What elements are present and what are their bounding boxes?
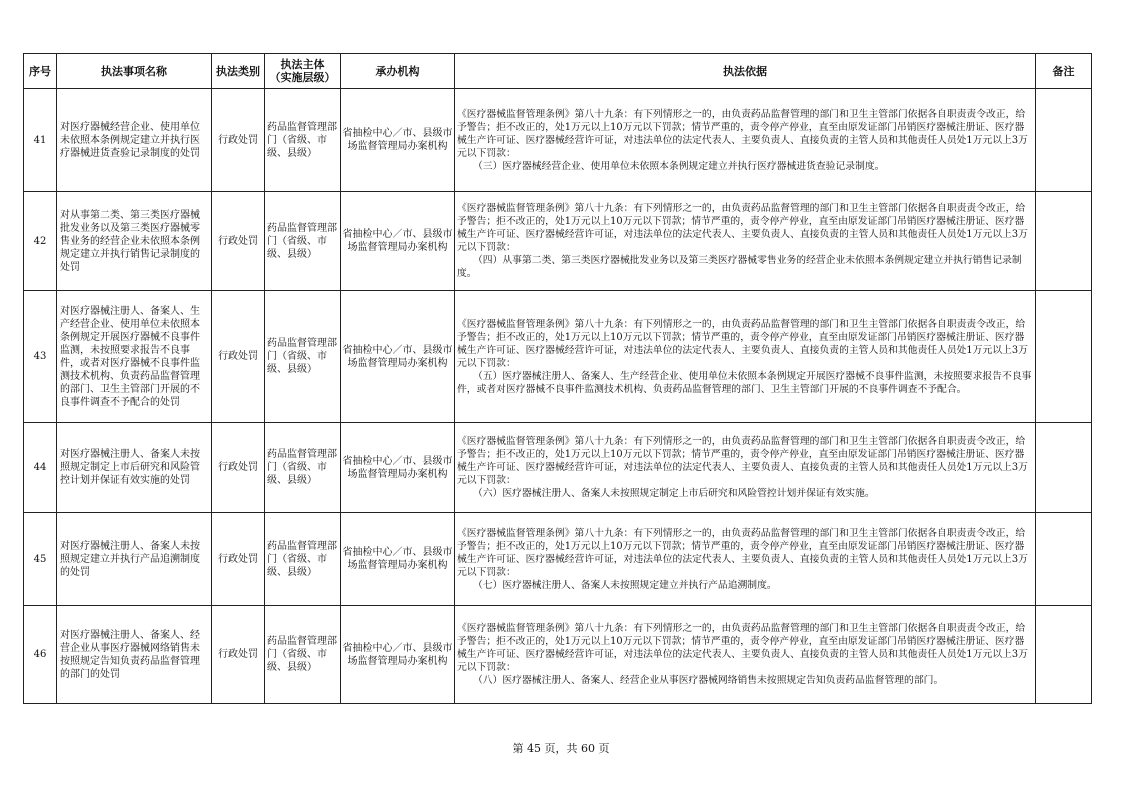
row-basis bbox=[455, 423, 1036, 513]
basis-text: 《医疗器械监督管理条例》第八十九条：有下列情形之一的，由负责药品监督管理的部门和卫生主管部门依据各自职责责令改正，给予警告；拒不改正的，处1万元以上10万元以下罚款；情节严重的，责令停产停业，直至由原发证部门吊销医疗器械注册证、医疗器械生产许可证、医疗器械经营许可证，对违法单位的法定代表人、主要负责人、直接负责的主管人员和其他责任人员处1万元以上3万元以下罚款： bbox=[457, 318, 1028, 369]
row-org: 省抽检中心／市、县级市场监督管理局办案机构 bbox=[341, 423, 455, 513]
row-no: 46 bbox=[24, 606, 57, 704]
enforcement-table bbox=[23, 53, 1092, 704]
basis-text: 《医疗器械监督管理条例》第八十九条：有下列情形之一的，由负责药品监督管理的部门和卫生主管部门依据各自职责责令改正，给予警告；拒不改正的，处1万元以上10万元以下罚款；情节严重的，责令停产停业，直至由原发证部门吊销医疗器械注册证、医疗器械生产许可证、医疗器械经营许可证，对违法单位的法定代表人、主要负责人、直接负责的主管人员和其他责任人员处1万元以上3万元以下罚款： bbox=[457, 108, 1028, 159]
row-org: 省抽检中心／市、县级市场监督管理局办案机构 bbox=[341, 291, 455, 423]
table-row bbox=[24, 423, 1092, 513]
row-note bbox=[1036, 423, 1092, 513]
row-type: 行政处罚 bbox=[212, 513, 265, 606]
row-org: 省抽检中心／市、县级市场监督管理局办案机构 bbox=[341, 606, 455, 704]
row-no: 45 bbox=[24, 513, 57, 606]
row-subject: 药品监督管理部门（省级、市级、县级） bbox=[265, 89, 341, 192]
row-type: 行政处罚 bbox=[212, 89, 265, 192]
row-type: 行政处罚 bbox=[212, 606, 265, 704]
basis-clause: （五）医疗器械注册人、备案人、生产经营企业、使用单位未依照本条例规定开展医疗器械不良事件监测，未按照要求报告不良事件，或者对医疗器械不良事件监测技术机构、负责药品监督管理的部门、卫生主管部门开展的不良事件调查不予配合。 bbox=[457, 370, 1032, 395]
header-type: 执法类别 bbox=[212, 54, 265, 89]
row-subject: 药品监督管理部门（省级、市级、县级） bbox=[265, 192, 341, 291]
header-subject bbox=[265, 54, 341, 89]
basis-clause: （八）医疗器械注册人、备案人、经营企业从事医疗器械网络销售未按照规定告知负责药品监督管理的部门。 bbox=[473, 675, 944, 686]
row-name: 对医疗器械注册人、备案人未按照规定建立并执行产品追溯制度的处罚 bbox=[57, 513, 212, 606]
header-subject-line1: 执法主体 bbox=[280, 58, 325, 71]
row-basis bbox=[455, 89, 1036, 192]
page-footer: 第 45 页，共 60 页 bbox=[512, 742, 610, 755]
row-no: 41 bbox=[24, 89, 57, 192]
row-subject: 药品监督管理部门（省级、市级、县级） bbox=[265, 606, 341, 704]
row-subject: 药品监督管理部门（省级、市级、县级） bbox=[265, 423, 341, 513]
row-basis bbox=[455, 192, 1036, 291]
table-row bbox=[24, 291, 1092, 423]
table-row bbox=[24, 513, 1092, 606]
row-type: 行政处罚 bbox=[212, 192, 265, 291]
basis-clause: （四）从事第二类、第三类医疗器械批发业务以及第三类医疗器械零售业务的经营企业未依照本条例规定建立并执行销售记录制度。 bbox=[457, 255, 1022, 279]
row-basis bbox=[455, 291, 1036, 423]
basis-clause: （三）医疗器械经营企业、使用单位未依照本条例规定建立并执行医疗器械进货查验记录制度。 bbox=[473, 160, 885, 172]
row-basis bbox=[455, 606, 1036, 704]
row-org: 省抽检中心／市、县级市场监督管理局办案机构 bbox=[341, 513, 455, 606]
table-row bbox=[24, 606, 1092, 704]
row-name: 对医疗器械注册人、备案人未按照规定制定上市后研究和风险管控计划并保证有效实施的处罚 bbox=[57, 423, 212, 513]
row-no: 43 bbox=[24, 291, 57, 423]
row-type: 行政处罚 bbox=[212, 423, 265, 513]
header-row bbox=[24, 54, 1092, 89]
table-row bbox=[24, 192, 1092, 291]
row-no: 44 bbox=[24, 423, 57, 513]
row-name: 对从事第二类、第三类医疗器械批发业务以及第三类医疗器械零售业务的经营企业未依照本条例规定建立并执行销售记录制度的处罚 bbox=[57, 192, 212, 291]
row-type: 行政处罚 bbox=[212, 291, 265, 423]
basis-clause: （六）医疗器械注册人、备案人未按照规定制定上市后研究和风险管控计划并保证有效实施。 bbox=[473, 488, 875, 499]
row-org: 省抽检中心／市、县级市场监督管理局办案机构 bbox=[341, 89, 455, 192]
table-row bbox=[24, 89, 1092, 192]
row-name: 对医疗器械注册人、备案人、生产经营企业、使用单位未依照本条例规定开展医疗器械不良事件监测，未按照要求报告不良事件，或者对医疗器械不良事件监测技术机构、负责药品监督管理的部门、卫生主管部门开展的不良事件调查不予配合的处罚 bbox=[57, 291, 212, 423]
row-basis bbox=[455, 513, 1036, 606]
row-name: 对医疗器械注册人、备案人、经营企业从事医疗器械网络销售未按照规定告知负责药品监督管理的部门的处罚 bbox=[57, 606, 212, 704]
header-note: 备注 bbox=[1036, 54, 1092, 89]
row-name: 对医疗器械经营企业、使用单位未依照本条例规定建立并执行医疗器械进货查验记录制度的处罚 bbox=[57, 89, 212, 192]
row-no: 42 bbox=[24, 192, 57, 291]
header-no: 序号 bbox=[24, 54, 57, 89]
row-note bbox=[1036, 89, 1092, 192]
header-basis: 执法依据 bbox=[455, 54, 1036, 89]
basis-text: 《医疗器械监督管理条例》第八十九条：有下列情形之一的，由负责药品监督管理的部门和卫生主管部门依据各自职责责令改正，给予警告；拒不改正的，处1万元以上10万元以下罚款；情节严重的，责令停产停业，直至由原发证部门吊销医疗器械注册证、医疗器械生产许可证、医疗器械经营许可证，对违法单位的法定代表人、主要负责人、直接负责的主管人员和其他责任人员处1万元以上3万元以下罚款： bbox=[457, 527, 1028, 578]
header-name: 执法事项名称 bbox=[57, 54, 212, 89]
row-subject: 药品监督管理部门（省级、市级、县级） bbox=[265, 513, 341, 606]
header-subject-line2: （实施层级） bbox=[269, 71, 336, 84]
row-subject: 药品监督管理部门（省级、市级、县级） bbox=[265, 291, 341, 423]
header-org: 承办机构 bbox=[341, 54, 455, 89]
basis-text: 《医疗器械监督管理条例》第八十九条：有下列情形之一的，由负责药品监督管理的部门和卫生主管部门依据各自职责责令改正，给予警告；拒不改正的，处1万元以上10万元以下罚款；情节严重的，责令停产停业，直至由原发证部门吊销医疗器械注册证、医疗器械生产许可证、医疗器械经营许可证，对违法单位的法定代表人、主要负责人、直接负责的主管人员和其他责任人员处1万元以上3万元以下罚款： bbox=[457, 436, 1028, 486]
row-note bbox=[1036, 513, 1092, 606]
basis-text: 《医疗器械监督管理条例》第八十九条：有下列情形之一的，由负责药品监督管理的部门和卫生主管部门依据各自职责责令改正，给予警告；拒不改正的，处1万元以上10万元以下罚款；情节严重的，责令停产停业，直至由原发证部门吊销医疗器械注册证、医疗器械生产许可证、医疗器械经营许可证，对违法单位的法定代表人、主要负责人、直接负责的主管人员和其他责任人员处1万元以上3万元以下罚款： bbox=[457, 623, 1028, 673]
row-note bbox=[1036, 606, 1092, 704]
row-org: 省抽检中心／市、县级市场监督管理局办案机构 bbox=[341, 192, 455, 291]
row-note bbox=[1036, 192, 1092, 291]
basis-clause: （七）医疗器械注册人、备案人未按照规定建立并执行产品追溯制度。 bbox=[473, 579, 777, 591]
row-note bbox=[1036, 291, 1092, 423]
basis-text: 《医疗器械监督管理条例》第八十九条：有下列情形之一的，由负责药品监督管理的部门和卫生主管部门依据各自职责责令改正，给予警告；拒不改正的，处1万元以上10万元以下罚款；情节严重的，责令停产停业，直至由原发证部门吊销医疗器械注册证、医疗器械生产许可证、医疗器械经营许可证，对违法单位的法定代表人、主要负责人、直接负责的主管人员和其他责任人员处1万元以上3万元以下罚款： bbox=[457, 203, 1028, 253]
